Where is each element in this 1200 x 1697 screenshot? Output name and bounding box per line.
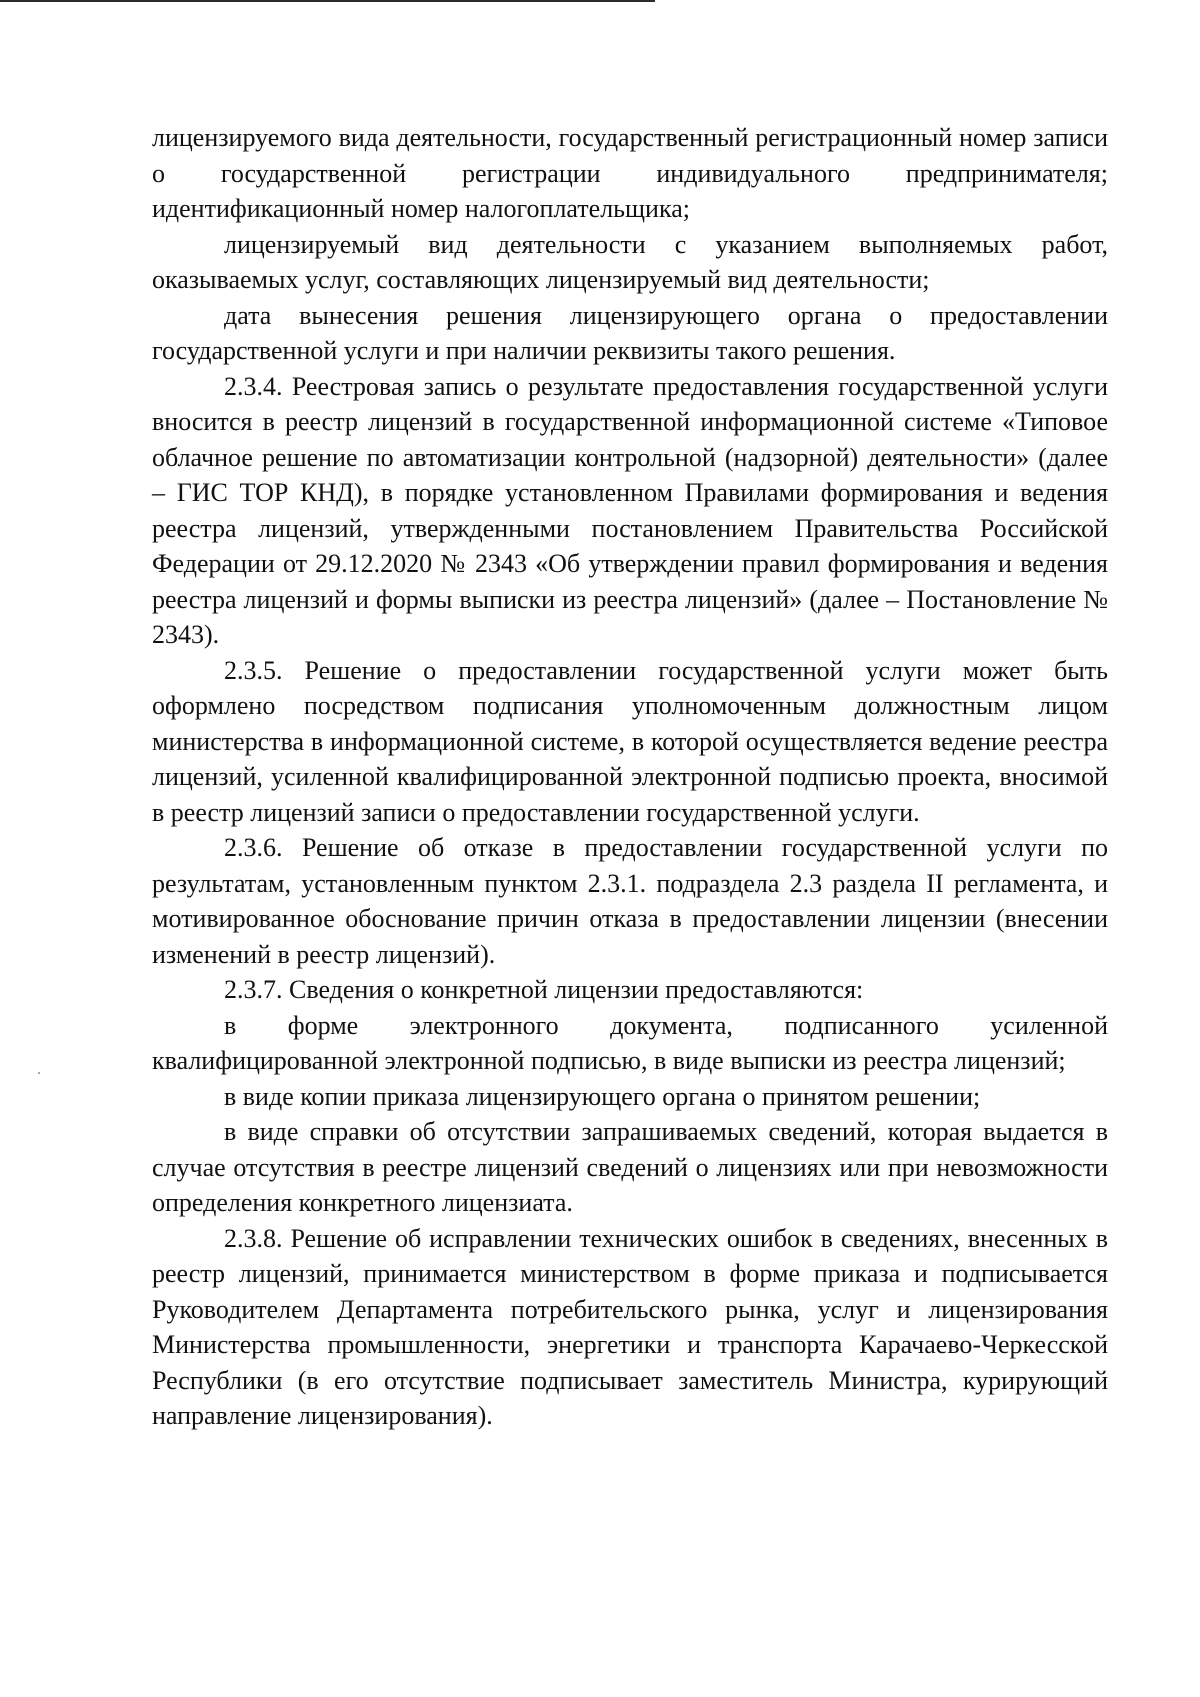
paragraph-clause-2-3-6: 2.3.6. Решение об отказе в предоставлении государственной услуги по результатам, установленным пунктом 2.3.1. подраздела 2.3 раздела II регламента, и мотивированное обоснование причин отказа в предоставлении лицензии (внесении изменений в реестр лицензий). <box>152 833 1108 969</box>
paragraph-clause-2-3-7-electronic: в форме электронного документа, подписанного усиленной квалифицированной электронной подписью, в виде выписки из реестра лицензий; <box>152 1010 1108 1075</box>
paragraph-clause-2-3-7-copy: в виде копии приказа лицензирующего органа о принятом решении; <box>224 1081 981 1111</box>
scan-edge-line <box>0 0 655 2</box>
paragraph-clause-2-3-7-certificate: в виде справки об отсутствии запрашиваемых сведений, которая выдается в случае отсутствия в реестре лицензий сведений о лицензиях или при невозможности определения конкретного лицензиата. <box>152 1117 1108 1217</box>
paragraph-clause-2-3-8: 2.3.8. Решение об исправлении технических ошибок в сведениях, внесенных в реестр лицензий, принимается министерством в форме приказа и подписывается Руководителем Департамента потребительского рынка, услуг и лицензирования Министерства промышленности, энергетики и транспорта Карачаево-Черкесской Республики (в его отсутствие подписывает заместитель Министра, курирующий направление лицензирования). <box>152 1223 1108 1430</box>
paragraph-licensed-activity: лицензируемый вид деятельности с указанием выполняемых работ, оказываемых услуг, составляющих лицензируемый вид деятельности; <box>152 229 1108 294</box>
paragraph-decision-date: дата вынесения решения лицензирующего органа о предоставлении государственной услуги и при наличии реквизиты такого решения. <box>152 300 1108 365</box>
scan-speck <box>38 1072 40 1074</box>
paragraph-clause-2-3-4: 2.3.4. Реестровая запись о результате предоставления государственной услуги вносится в реестр лицензий в государственной информационной системе «Типовое облачное решение по автоматизации контрольной (надзорной) деятельности» (далее – ГИС ТОР КНД), в порядке установленном Правилами формирования и ведения реестра лицензий, утвержденными постановлением Правительства Российской Федерации от 29.12.2020 № 2343 «Об утверждении правил формирования и ведения реестра лицензий и формы выписки из реестра лицензий» (далее – Постановление № 2343). <box>152 371 1108 649</box>
document-body <box>152 120 1108 1434</box>
paragraph-continuation: лицензируемого вида деятельности, государственный регистрационный номер записи о государственной регистрации индивидуального предпринимателя; идентификационный номер налогоплательщика; <box>152 123 1108 223</box>
paragraph-clause-2-3-5: 2.3.5. Решение о предоставлении государственной услуги может быть оформлено посредством подписания уполномоченным должностным лицом министерства в информационной системе, в которой осуществляется ведение реестра лицензий, усиленной квалифицированной электронной подписью проекта, вносимой в реестр лицензий записи о предоставлении государственной услуги. <box>152 655 1108 827</box>
paragraph-clause-2-3-7: 2.3.7. Сведения о конкретной лицензии предоставляются: <box>224 975 864 1004</box>
